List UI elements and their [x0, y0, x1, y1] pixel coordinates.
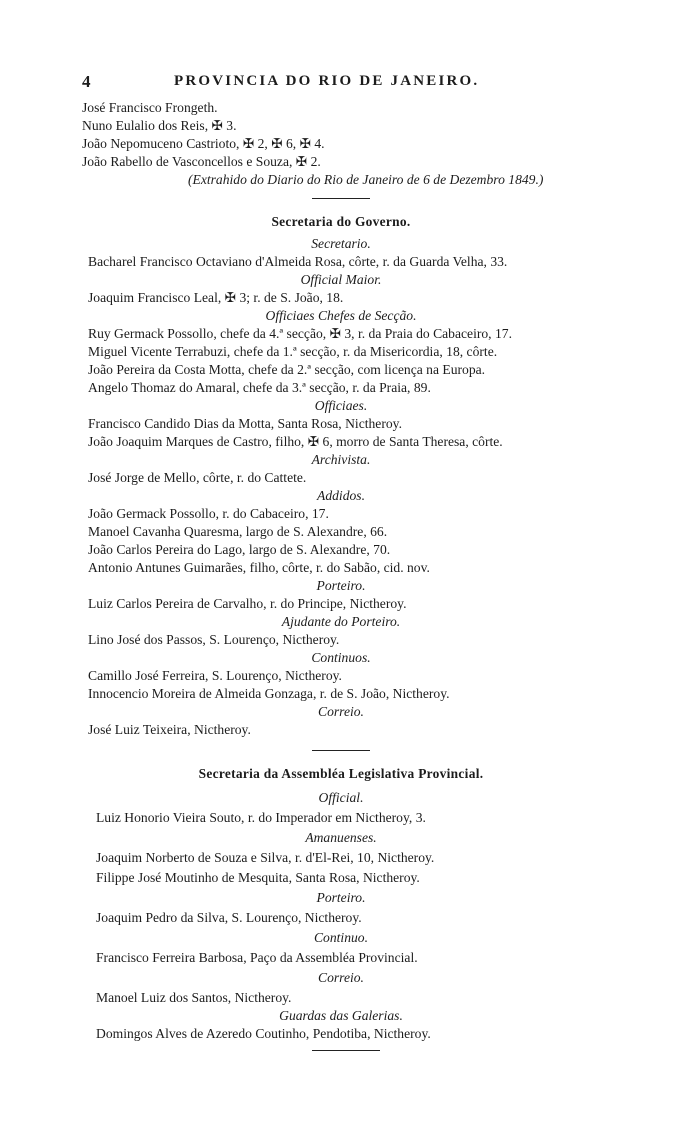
role-heading: Correio.: [318, 970, 364, 985]
role-heading: Ajudante do Porteiro.: [281, 614, 401, 629]
staff-entry: Joaquim Pedro da Silva, S. Lourenço, Nictheroy.: [96, 910, 362, 925]
staff-entry: José Luiz Teixeira, Nictheroy.: [88, 722, 251, 737]
role-heading: Archivista.: [311, 452, 371, 467]
staff-entry: Francisco Candido Dias da Motta, Santa Rosa, Nictheroy.: [88, 416, 402, 431]
intro-line: José Francisco Frongeth.: [82, 100, 218, 115]
staff-entry: Miguel Vicente Terrabuzi, chefe da 1.ª secção, r. da Misericordia, 18, côrte.: [88, 344, 498, 359]
staff-entry: Francisco Ferreira Barbosa, Paço da Assembléa Provincial.: [96, 950, 418, 965]
staff-entry: José Jorge de Mello, côrte, r. do Cattete.: [88, 470, 307, 485]
staff-entry: João Carlos Pereira do Lago, largo de S. Alexandre, 70.: [88, 542, 391, 557]
staff-entry: Bacharel Francisco Octaviano d'Almeida Rosa, côrte, r. da Guarda Velha, 33.: [88, 254, 508, 269]
staff-entry: Ruy Germack Possollo, chefe da 4.ª secção, ✠ 3, r. da Praia do Cabaceiro, 17.: [88, 326, 512, 341]
role-heading: Secretario.: [311, 236, 371, 251]
staff-entry: Domingos Alves de Azeredo Coutinho, Pendotiba, Nictheroy.: [96, 1026, 431, 1041]
role-heading: Officiaes.: [314, 398, 368, 413]
role-heading: Porteiro.: [316, 578, 366, 593]
role-heading: Continuo.: [313, 930, 368, 945]
staff-entry: Luiz Honorio Vieira Souto, r. do Imperador em Nictheroy, 3.: [96, 810, 426, 825]
role-heading: Official.: [318, 790, 364, 805]
role-heading: Correio.: [318, 704, 364, 719]
staff-entry: Luiz Carlos Pereira de Carvalho, r. do Principe, Nictheroy.: [88, 596, 407, 611]
role-heading: Officiaes Chefes de Secção.: [265, 308, 417, 323]
section-divider: [312, 198, 370, 199]
role-heading: Amanuenses.: [305, 830, 377, 845]
staff-entry: Joaquim Norberto de Souza e Silva, r. d'El-Rei, 10, Nictheroy.: [96, 850, 435, 865]
staff-entry: Lino José dos Passos, S. Lourenço, Nictheroy.: [88, 632, 340, 647]
staff-entry: Manoel Cavanha Quaresma, largo de S. Alexandre, 66.: [88, 524, 388, 539]
role-heading: Porteiro.: [316, 890, 366, 905]
staff-entry: João Joaquim Marques de Castro, filho, ✠ 6, morro de Santa Theresa, côrte.: [88, 434, 503, 449]
section-heading-assembleia: Secretaria da Assembléa Legislativa Provincial.: [198, 766, 484, 781]
staff-entry: Filippe José Moutinho de Mesquita, Santa Rosa, Nictheroy.: [96, 870, 420, 885]
staff-entry: João Germack Possollo, r. do Cabaceiro, 17.: [88, 506, 329, 521]
page-header: [82, 72, 557, 94]
role-heading: Continuos.: [311, 650, 371, 665]
role-heading: Guardas das Galerias.: [279, 1008, 403, 1023]
extract-note: (Extrahido do Diario do Rio de Janeiro de 6 de Dezembro 1849.): [188, 172, 544, 187]
staff-entry: Manoel Luiz dos Santos, Nictheroy.: [96, 990, 292, 1005]
intro-line: João Rabello de Vasconcellos e Souza, ✠ 2.: [82, 154, 321, 169]
staff-entry: Innocencio Moreira de Almeida Gonzaga, r. de S. João, Nictheroy.: [88, 686, 450, 701]
role-heading: Addidos.: [317, 488, 365, 503]
section-divider: [312, 750, 370, 751]
page-number: 4: [82, 72, 91, 91]
running-head: PROVINCIA DO RIO DE JANEIRO.: [174, 73, 480, 89]
staff-entry: Joaquim Francisco Leal, ✠ 3; r. de S. João, 18.: [88, 290, 344, 305]
closing-divider: [312, 1050, 380, 1051]
section-heading-governo: Secretaria do Governo.: [271, 214, 411, 229]
staff-entry: Camillo José Ferreira, S. Lourenço, Nictheroy.: [88, 668, 342, 683]
role-heading: Official Maior.: [300, 272, 382, 287]
staff-entry: João Pereira da Costa Motta, chefe da 2.ª secção, com licença na Europa.: [88, 362, 486, 377]
staff-entry: Angelo Thomaz do Amaral, chefe da 3.ª secção, r. da Praia, 89.: [88, 380, 431, 395]
intro-line: Nuno Eulalio dos Reis, ✠ 3.: [82, 118, 237, 133]
intro-line: João Nepomuceno Castrioto, ✠ 2, ✠ 6, ✠ 4.: [82, 136, 325, 151]
staff-entry: Antonio Antunes Guimarães, filho, côrte, r. do Sabão, cid. nov.: [88, 560, 430, 575]
